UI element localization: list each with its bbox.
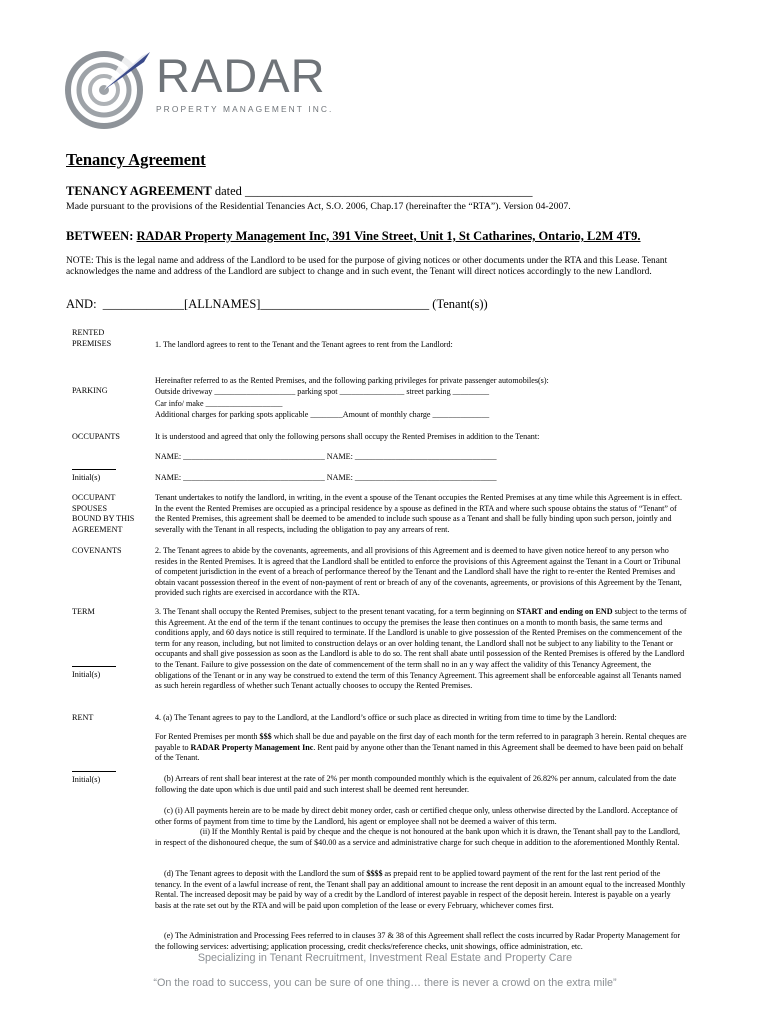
clause-1: 1. The landlord agrees to rent to the Tenant and the Tenant agrees to rent from the Landlord:: [155, 340, 453, 349]
term-dates: START and ending on END: [516, 607, 613, 616]
clause-4c-i: (c) (i) All payments herein are to be made by direct debit money order, cash or certified cheque only, unless otherwise directed by the Landlord. Acceptance of other forms of payment from time to time by the Landlord, his agent or employee shall not be deemed a waiver of this term.: [155, 806, 678, 826]
label-spouses: SPOUSES: [72, 503, 108, 513]
payee-name: RADAR Property Management Inc: [190, 742, 314, 752]
term-text-start: 3. The Tenant shall occupy the Rented Premises, subject to the present tenant vacating, for a term beginning on: [155, 607, 517, 616]
label-rented-premises: [72, 328, 111, 349]
label-occupant-spouses: [72, 493, 134, 535]
occupant-name-row-1[interactable]: NAME: ___________________________________ NAME: ___________________________________: [155, 452, 497, 461]
parking-intro: Hereinafter referred to as the Rented Premises, and the following parking privileges for private passenger automobiles(s):: [155, 376, 549, 385]
between-label: BETWEEN: [66, 229, 130, 243]
clause-4c-ii: (ii) If the Monthly Rental is paid by cheque and the cheque is not honoured at the bank upon which it is drawn, the Tenant shall pay to the Landlord, in respect of the dishonoured cheque, the sum of $40.00 as a service and administrative charge for such cheque in addition to the aforementioned Monthly Rental.: [155, 827, 681, 847]
label-occupants: OCCUPANTS: [72, 432, 120, 441]
label-rent: RENT: [72, 713, 94, 722]
label-initials-1: Initial(s): [72, 473, 101, 482]
company-logo: [64, 48, 334, 130]
rent-text-3: . Rent paid by anyone other than the Tenant named in this Agreement shall be deemed to have been paid on behalf of the Tenant.: [155, 742, 684, 763]
occupant-name-row-2[interactable]: NAME: ___________________________________ NAME: ___________________________________: [155, 473, 497, 482]
term-text-rest: subject to the terms of this Agreement. At the end of the term if the tenant continues to occupy the premises the lease then continues on a month to month basis, the same terms and conditions apply, and 60 days notice is still required to terminate. If the Landlord is unable to give possession of the Rented Premises on the commencement of the term for any reason, including, but not limited to construction delays or an over holding tenant, the Landlord shall not be subject to any liability to the Tenant or occupants and shall give possession as soon as the Landlord is able to do so. The rent shall abate until possession of the Rented Premises is offered by the Landlord to the Tenant. Failure to give possession on the date of commencement of the term shall no in an y way affect the validity of this Tenancy Agreement, the obligations of the Tenant or in any way be construed to extend the term of this Tenancy Agreement. This agreement shall be enforceable against all Tenants named as such herein regardless of whether such Tenant actually chooses to occupy the Rented Premises.: [155, 607, 687, 691]
landlord-name-address: RADAR Property Management Inc, 391 Vine Street, Unit 1, St Catharines, Ontario, L2M 4T9.: [136, 229, 641, 243]
initials-line-2[interactable]: [72, 666, 116, 667]
agreement-dated-label: TENANCY AGREEMENT: [66, 184, 212, 198]
parking-charges-line: Additional charges for parking spots applicable ________Amount of monthly charge ______________: [155, 409, 490, 419]
clause-4a: 4. (a) The Tenant agrees to pay to the Landlord, at the Landlord’s office or such place as directed in writing from time to time by the Landlord:: [155, 713, 617, 722]
label-covenants: COVENANTS: [72, 546, 122, 555]
agreement-dated-blank: dated ______________________________________________: [211, 184, 533, 198]
label-rented: RENTED: [72, 328, 105, 337]
clause-4d: [155, 869, 688, 911]
rent-text-2: which shall be due and payable on the first day of each month for the term referred to in paragraph 3 herein. Rental cheques are payable to: [155, 732, 687, 752]
label-occupant: OCCUPANT: [72, 493, 116, 502]
between-line: BETWEEN: RADAR Property Management Inc, 391 Vine Street, Unit 1, St Catharines, Ontario, L2M 4T9.: [66, 229, 641, 243]
label-premises: PREMISES: [72, 338, 112, 348]
label-initials-2: Initial(s): [72, 670, 101, 679]
label-term: TERM: [72, 607, 95, 616]
deposit-text-1: (d) The Tenant agrees to deposit with the Landlord the sum of: [164, 869, 367, 878]
rent-amount-paragraph: [155, 732, 688, 764]
clause-4b: (b) Arrears of rent shall bear interest at the rate of 2% per month compounded monthly which is the equivalent of 26.82% per annum, calculated from the date following the date upon which is due until paid and such interest shall be deemed rent hereunder.: [155, 774, 677, 794]
deposit-amount: $$$$: [366, 869, 383, 878]
document-title: Tenancy Agreement: [66, 150, 206, 169]
initials-line-3[interactable]: [72, 771, 116, 772]
clause-parking: [155, 376, 688, 420]
clause-occupants: It is understood and agreed that only the following persons shall occupy the Rented Premises in addition to the Tenant:: [155, 432, 540, 441]
radar-logo-icon: [64, 48, 154, 130]
rent-amount: $$$: [259, 732, 272, 741]
clause-2-covenants: 2. The Tenant agrees to abide by the covenants, agreements, and all provisions of this Agreement and is deemed to have given notice hereof to any person who resides in the Rented Premises. It is agreed that the Landlord shall be entitled to enforce the provisions of this Agreement against the Tenant in a Court or Tribunal of competent jurisdiction in the event of a breach of performance thereof by the Tenant and the Landlord shall have the right to re-enter the Rented Premises and obtain vacant possession thereof in the event of non-payment of rent or breach of any of the covenants, agreements, or provisions of this Agreement by the Tenant, provided such rights are exercised in accordance with the RTA.: [155, 546, 682, 598]
clause-spouses: Tenant undertakes to notify the landlord, in writing, in the event a spouse of the Tenant occupies the Rented Premises at any time while this Agreement is in effect. In the event the Rented Premises are occupied as a principal residence by a spouse as defined in the RTA and where such spouse obtains the status of “Tenant” of the Rented Premises, this agreement shall be deemed to be amended to include such spouse as a Tenant and shall be fully binding upon such person, jointly and severally with the Tenant in all respects, including the obligation to pay any arrears of rent.: [155, 493, 682, 534]
clause-3-term: [155, 607, 688, 692]
agreement-dated-line: [66, 184, 533, 199]
rent-text-1: For Rented Premises per month: [155, 732, 260, 741]
logo-subtitle: PROPERTY MANAGEMENT INC.: [156, 104, 334, 114]
label-initials-3: Initial(s): [72, 775, 101, 784]
tenant-names-line: AND: _____________[ALLNAMES]___________________________ (Tenant(s)): [66, 297, 488, 311]
car-info-line: Car info/ make ___________________: [155, 399, 283, 409]
parking-spots-line: Outside driveway ____________________ parking spot ________________ street parking _________: [155, 386, 490, 396]
clause-4e: (e) The Administration and Processing Fees referred to in clauses 37 & 38 of this Agreement shall reflect the costs incurred by Radar Property Management for the following services: advertising; application processing, credit checks/reference checks, unit showings, office administration, etc.: [155, 931, 681, 951]
footer-quote: “On the road to success, you can be sure of one thing… there is never a crowd on the extra mile”: [153, 977, 617, 989]
label-parking: PARKING: [72, 386, 108, 395]
footer-tagline: Specializing in Tenant Recruitment, Investment Real Estate and Property Care: [197, 952, 573, 964]
landlord-notice-note: NOTE: This is the legal name and address of the Landlord to be used for the purpose of giving notices or other documents under the RTA and this Lease. Tenant acknowledges the name and address of the Landlord are subject to change and in such event, the Tenant will direct notices accordingly to the new Landlord.: [66, 256, 668, 278]
label-bound: BOUND BY THIS: [72, 514, 135, 524]
deposit-text-2: as prepaid rent to be applied toward payment of the rent for the last rent period of the tenancy. In the event of a lawful increase of rent, the Tenant shall pay an additional amount to increase the rent deposit in an amount equal to the increased Monthly Rental. The increased deposit may be paid by way of a credit by the Landlord of interest payable in respect of the deposit herein. Interest is payable on a yearly basis at the rate set out by the RTA and will be paid upon completion of the lease or every February, whichever comes first.: [155, 869, 686, 910]
label-agreement: AGREEMENT: [72, 524, 123, 534]
initials-line-1[interactable]: [72, 469, 116, 470]
rta-statement: Made pursuant to the provisions of the Residential Tenancies Act, S.O. 2006, Chap.17 (hereinafter the “RTA”). Version 04-2007.: [66, 201, 571, 212]
logo-wordmark: RADAR: [156, 49, 326, 102]
